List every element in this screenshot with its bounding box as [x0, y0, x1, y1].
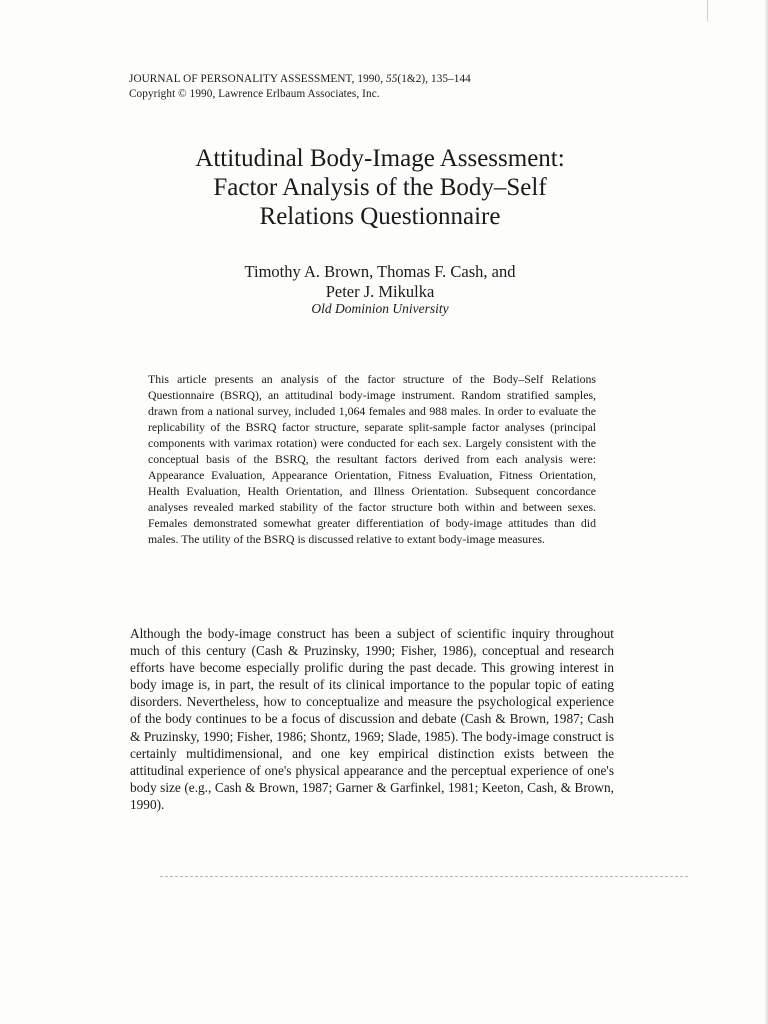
title-line-2: Factor Analysis of the Body–Self [213, 174, 547, 201]
page-edge-mark [707, 0, 708, 22]
authors-line-1: Timothy A. Brown, Thomas F. Cash, and [244, 262, 516, 281]
title-line-1: Attitudinal Body-Image Assessment: [195, 145, 565, 172]
journal-volume: 55 [386, 73, 398, 85]
author-list [120, 262, 640, 302]
title-line-3: Relations Questionnaire [259, 203, 501, 230]
body-paragraph: Although the body-image construct has been a subject of scientific inquiry throughout much of this century (Cash & Pruzinsky, 1990; Fisher, 1986), conceptual and research efforts have become especially prolific during the past decade. This growing interest in body image is, in part, the result of its clinical importance to the popular topic of eating disorders. Nevertheless, how to conceptualize and measure the psychological experience of the body continues to be a focus of discussion and debate (Cash & Brown, 1987; Cash & Pruzinsky, 1990; Fisher, 1986; Shontz, 1969; Slade, 1985). The body-image construct is certainly multidimensional, and one key empirical distinction exists between the attitudinal experience of one's physical appearance and the perceptual experience of one's body size (e.g., Cash & Brown, 1987; Garner & Garfinkel, 1981; Keeton, Cash, & Brown, 1990). [130, 626, 614, 812]
article-title [100, 144, 660, 231]
scan-bottom-rule [160, 876, 688, 877]
authors-line-2: Peter J. Mikulka [325, 282, 435, 301]
journal-citation: JOURNAL OF PERSONALITY ASSESSMENT, 1990, 55(1&2), 135–144 [129, 73, 471, 85]
author-affiliation: Old Dominion University [311, 301, 449, 316]
journal-header [129, 72, 471, 102]
abstract: This article presents an analysis of the factor structure of the Body–Self Relations Questionnaire (BSRQ), an attitudinal body-image instrument. Random stratified samples, drawn from a national survey, included 1,064 females and 988 males. In order to evaluate the replicability of the BSRQ factor structure, separate split-sample factor analyses (principal components with varimax rotation) were conducted for each sex. Largely consistent with the conceptual basis of the BSRQ, the resultant factors derived from each analysis were: Appearance Evaluation, Appearance Orientation, Fitness Evaluation, Fitness Orientation, Health Evaluation, Health Orientation, and Illness Orientation. Subsequent concordance analyses revealed marked stability of the factor structure both within and between sexes. Females demonstrated somewhat greater differentiation of body-image attitudes than did males. The utility of the BSRQ is discussed relative to extant body-image measures. [148, 372, 596, 546]
copyright-line: Copyright © 1990, Lawrence Erlbaum Associates, Inc. [129, 88, 380, 100]
